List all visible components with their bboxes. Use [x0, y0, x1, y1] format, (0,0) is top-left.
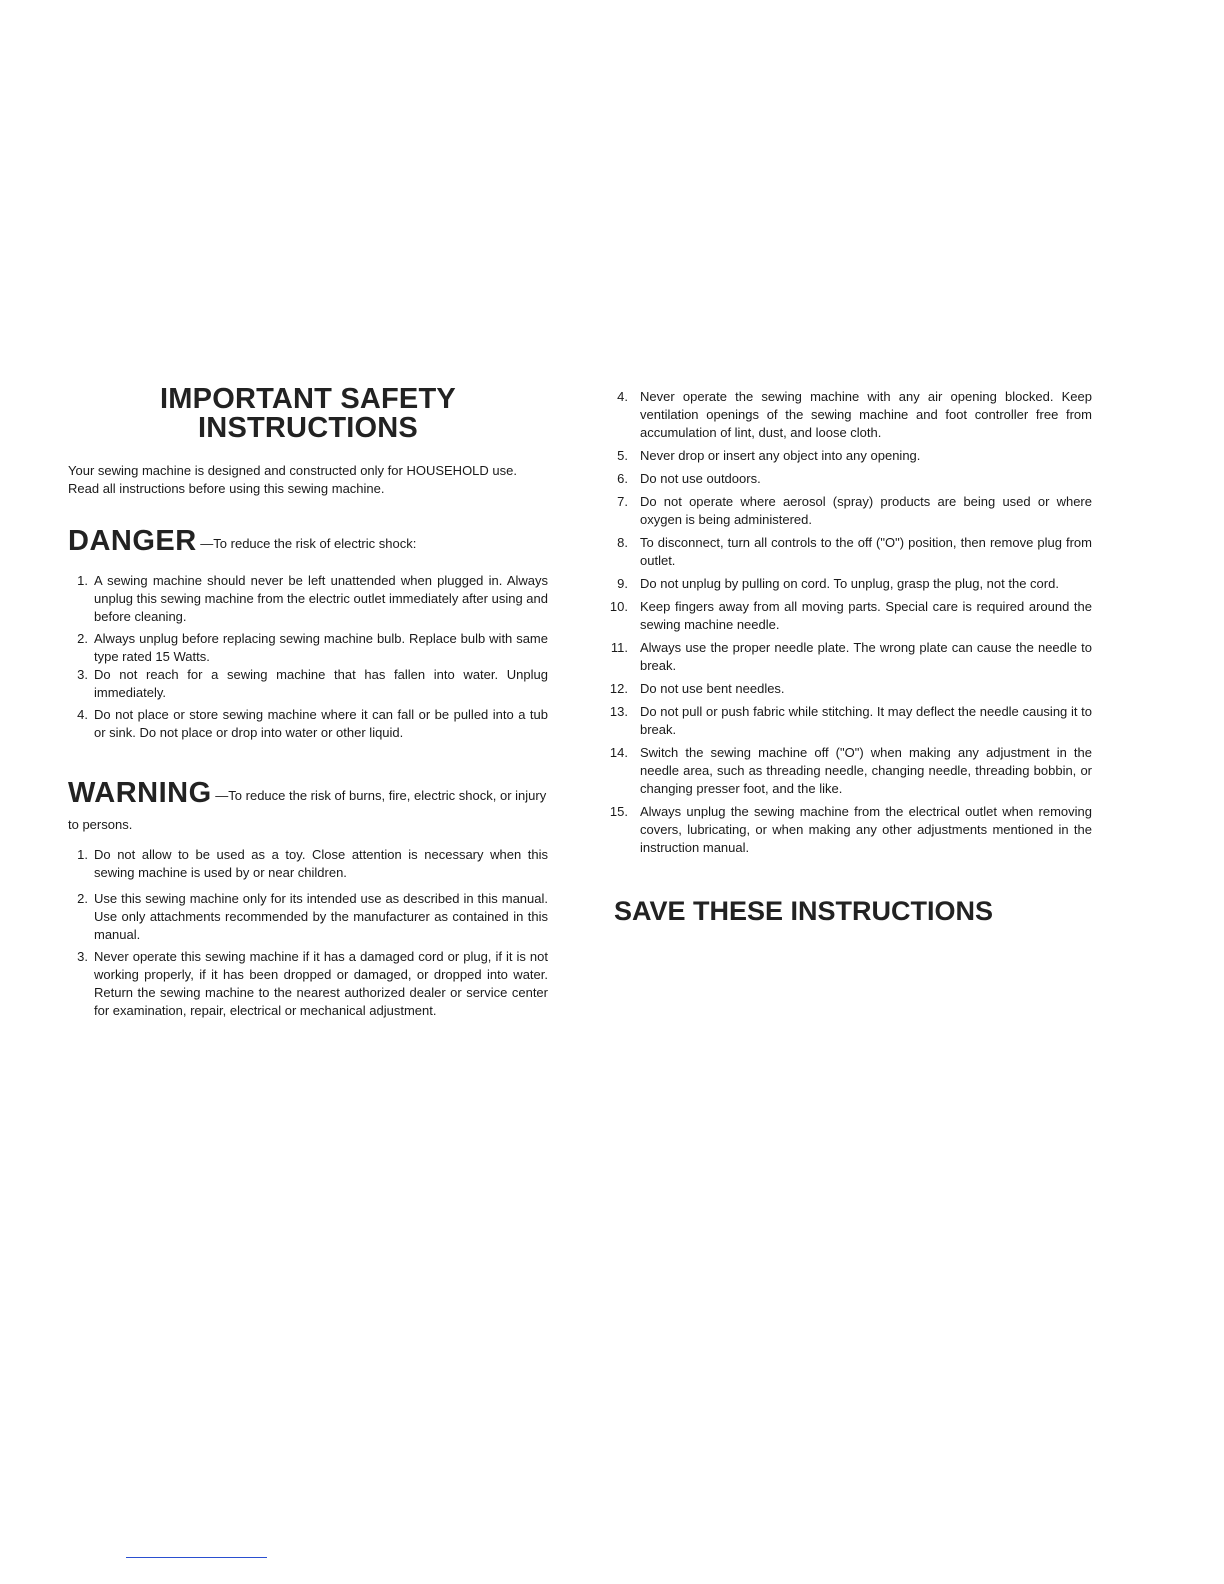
list-item: 5. Never drop or insert any object into any opening.: [617, 448, 921, 463]
list-item: 7. Do not operate where aerosol (spray) products are being used or where oxygen is being administered.: [617, 494, 1092, 527]
list-item: 4. Do not place or store sewing machine where it can fall or be pulled into a tub or sink. Do not place or drop into water or other liquid.: [77, 707, 548, 740]
save-instructions-heading: SAVE THESE INSTRUCTIONS: [614, 896, 994, 926]
warning-list: [68, 846, 548, 1020]
right-list: [609, 388, 1092, 857]
list-item: 6. Do not use outdoors.: [617, 471, 761, 486]
list-item: 4. Never operate the sewing machine with any air opening blocked. Keep ventilation openings of the sewing machine and foot controller free from accumulation of lint, dust, and loose cloth.: [617, 389, 1092, 440]
list-item: 15. Always unplug the sewing machine from the electrical outlet when removing covers, lubricating, or when making any other adjustments mentioned in the instruction manual.: [609, 804, 1092, 855]
danger-text: —To reduce the risk of electric shock:: [200, 536, 417, 551]
intro-line-1: Your sewing machine is designed and constructed only for HOUSEHOLD use.: [68, 463, 517, 478]
danger-heading: [68, 525, 548, 557]
list-item: 12. Do not use bent needles.: [609, 681, 785, 696]
danger-list: [68, 572, 548, 742]
intro-line-2: Read all instructions before using this sewing machine.: [68, 481, 385, 496]
warning-text-continued: to persons.: [68, 817, 133, 832]
list-item: 8. To disconnect, turn all controls to the off ("O") position, then remove plug from outlet.: [617, 535, 1092, 568]
footer-rule: [126, 1557, 267, 1558]
title-line-2: INSTRUCTIONS: [198, 412, 418, 444]
list-item: 10. Keep fingers away from all moving parts. Special care is required around the sewing machine needle.: [609, 599, 1092, 632]
warning-word: WARNING: [68, 777, 212, 809]
list-item: 3. Never operate this sewing machine if it has a damaged cord or plug, if it is not working properly, if it has been dropped or damaged, or dropped into water. Return the sewing machine to the nearest authorized dealer or service center for examination, repair, electrical or mechanical adjustment.: [77, 949, 548, 1018]
list-item: 14. Switch the sewing machine off ("O") when making any adjustment in the needle area, such as threading needle, changing needle, threading bobbin, or changing presser foot, and the like.: [609, 745, 1092, 796]
title-line-1: IMPORTANT SAFETY: [160, 383, 456, 415]
warning-heading: [68, 777, 548, 809]
list-item: 3. Do not reach for a sewing machine that has fallen into water. Unplug immediately.: [77, 667, 548, 700]
list-item: 11. Always use the proper needle plate. The wrong plate can cause the needle to break.: [610, 640, 1092, 673]
warning-text: —To reduce the risk of burns, fire, electric shock, or injury: [215, 788, 547, 803]
list-item: 9. Do not unplug by pulling on cord. To unplug, grasp the plug, not the cord.: [617, 576, 1059, 591]
list-item: 1. A sewing machine should never be left unattended when plugged in. Always unplug this sewing machine from the electric outlet immediately after using and before cleaning.: [77, 573, 548, 624]
list-item: 13. Do not pull or push fabric while stitching. It may deflect the needle causing it to break.: [609, 704, 1092, 737]
danger-word: DANGER: [68, 525, 197, 557]
list-item: 2. Use this sewing machine only for its intended use as described in this manual. Use only attachments recommended by the manufacturer as contained in this manual.: [77, 891, 548, 942]
list-item: 1. Do not allow to be used as a toy. Close attention is necessary when this sewing machine is used by or near children.: [77, 847, 548, 880]
list-item: 2. Always unplug before replacing sewing machine bulb. Replace bulb with same type rated 15 Watts.: [77, 631, 548, 664]
